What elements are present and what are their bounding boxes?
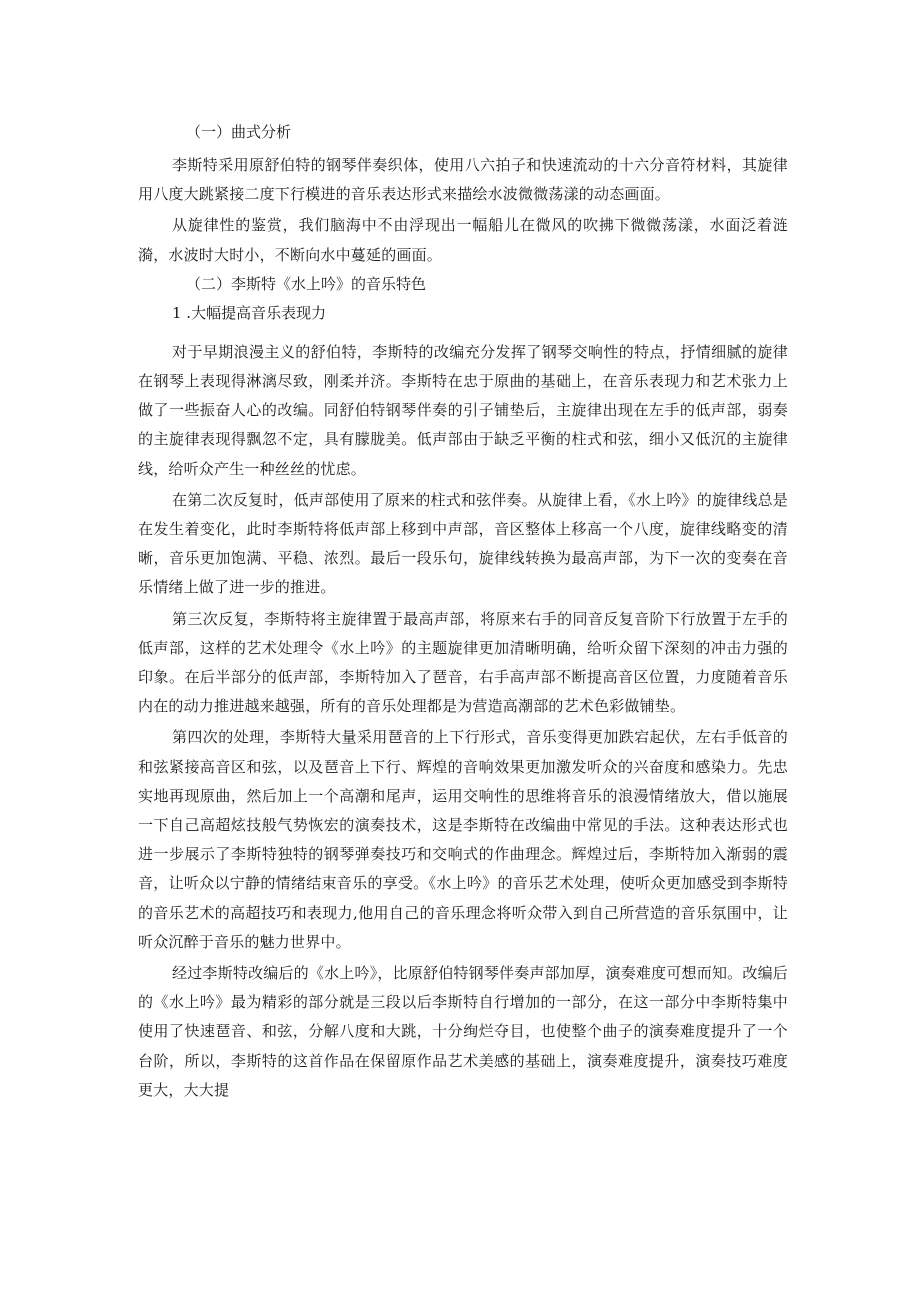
paragraph: 第三次反复，李斯特将主旋律置于最高声部，将原来右手的同音反复音阶下行放置于左手的低声部，这样的艺术处理令《水上吟》的主题旋律更加清晰明确，给听众留下深刻的冲击力强的印象。在后半部分的低声部，李斯特加入了琶音，右手高声部不断提高音区位置，力度随着音乐内在的动力推进越来越强，所有的音乐处理都是为营造高潮部的艺术色彩做铺垫。 xyxy=(138,609,788,716)
paragraph: 李斯特采用原舒伯特的钢琴伴奏织体，使用八六拍子和快速流动的十六分音符材料，其旋律用八度大跳紧接二度下行模进的音乐表达形式来描绘水波微微荡漾的动态画面。 xyxy=(138,156,788,204)
section-heading-musical-features: （二）李斯特《水上吟》的音乐特色 xyxy=(186,274,427,293)
section-heading-form-analysis: （一）曲式分析 xyxy=(186,123,292,141)
document-body xyxy=(138,118,788,1105)
subheading-expressiveness: 1 .大幅提高音乐表现力 xyxy=(172,303,327,322)
paragraph: 在第二次反复时，低声部使用了原来的柱式和弦伴奏。从旋律上看，《水上吟》的旋律线总是在发生着变化，此时李斯特将低声部上移到中声部，音区整体上移高一个八度，旋律线略变的清晰，音乐更加饱满、平稳、浓烈。最后一段乐句，旋律线转换为最高声部，为下一次的变奏在音乐情绪上做了进一步的推进。 xyxy=(138,490,788,597)
paragraph: 经过李斯特改编后的《水上吟》，比原舒伯特钢琴伴奏声部加厚，演奏难度可想而知。改编后的《水上吟》最为精彩的部分就是三段以后李斯特自行增加的一部分，在这一部分中李斯特集中使用了快速琶音、和弦，分解八度和大跳，十分绚烂夺目，也使整个曲子的演奏难度提升了一个台阶，所以，李斯特的这首作品在保留原作品艺术美感的基础上，演奏难度提升，演奏技巧难度更大，大大提 xyxy=(138,964,788,1099)
paragraph: 第四次的处理，李斯特大量采用琶音的上下行形式，音乐变得更加跌宕起伏，左右手低音的和弦紧接高音区和弦，以及琶音上下行、辉煌的音响效果更加激发听众的兴奋度和感染力。先忠实地再现原曲，然后加上一个高潮和尾声，运用交响性的思维将音乐的浪漫情绪放大，借以施展一下自己高超炫技般气势恢宏的演奏技术，这是李斯特在改编曲中常见的手法。这种表达形式也进一步展示了李斯特独特的钢琴弹奏技巧和交响式的作曲理念。辉煌过后，李斯特加入渐弱的震音，让听众以宁静的情绪结束音乐的享受。《水上吟》的音乐艺术处理，使听众更加感受到李斯特的音乐艺术的高超技巧和表现力,他用自己的音乐理念将听众带入到自己所营造的音乐氛围中，让听众沉醉于音乐的魅力世界中。 xyxy=(138,728,788,951)
paragraph: 对于早期浪漫主义的舒伯特，李斯特的改编充分发挥了钢琴交响性的特点，抒情细腻的旋律在钢琴上表现得淋漓尽致，刚柔并济。李斯特在忠于原曲的基础上，在音乐表现力和艺术张力上做了一些振奋人心的改编。同舒伯特钢琴伴奏的引子铺垫后，主旋律出现在左手的低声部，弱奏的主旋律表现得飘忽不定，具有朦胧美。低声部由于缺乏平衡的柱式和弦，细小又低沉的主旋律线，给听众产生一种丝丝的忧虑。 xyxy=(138,342,788,478)
paragraph: 从旋律性的鉴赏，我们脑海中不由浮现出一幅船儿在微风的吹拂下微微荡漾，水面泛着涟漪，水波时大时小，不断向水中蔓延的画面。 xyxy=(138,216,788,264)
